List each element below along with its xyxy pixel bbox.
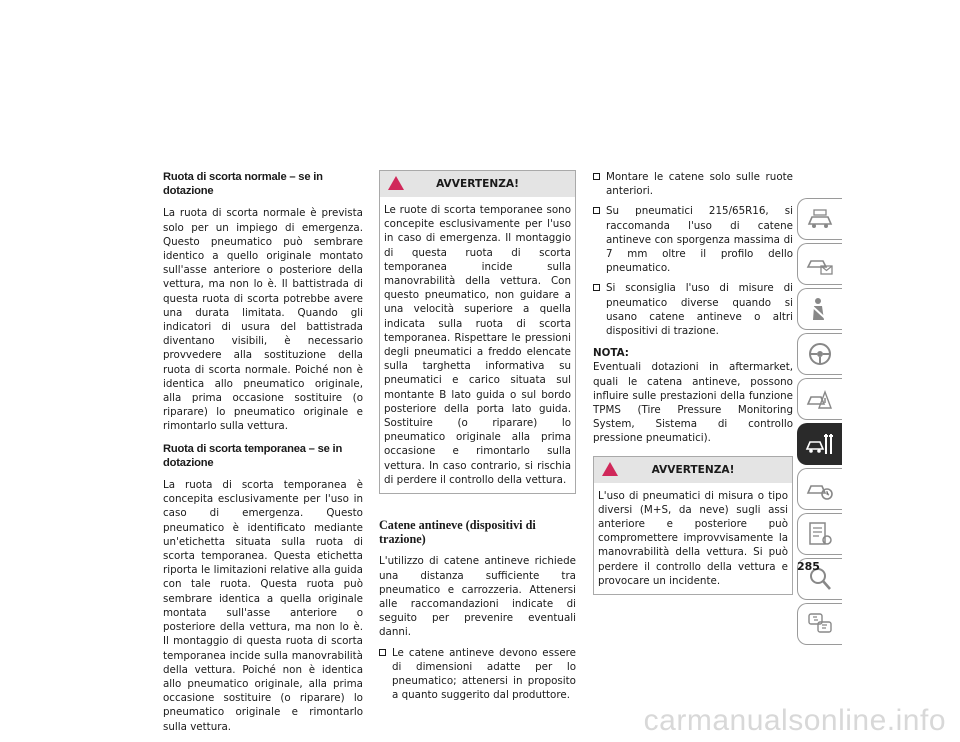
tab-safety[interactable]: [797, 288, 842, 330]
heading-snow-chains: Catene antineve (dispositivi di trazione): [379, 518, 536, 547]
steering-wheel-icon: [805, 339, 835, 369]
column-middle: [379, 170, 576, 709]
watermark: carmanualsonline.info: [643, 704, 946, 737]
paragraph-temporary-spare: La ruota di scorta temporanea è concepita esclusivamente per l'uso in caso di emergenza. Questo pneumatico è identificato mediante un'etichetta situata sulla ruota di scorta temporanea. Questa etichetta riporta le limitazioni relative alla guida con tale ruota. Questa ruota può sembrare identica a quella originale montata sull'asse anteriore o posteriore della vettura, ma non lo è. Il montaggio di questa ruota di scorta temporanea incide sulla manovrabilità della vettura. Poiché non è identica allo pneumatico originale, alla prima occasione sostituire (o riparare) lo pneumatico originale e rimontarlo sulla vettura.: [163, 479, 363, 733]
heading-temporary-spare: Ruota di scorta temporanea – se in dotazione: [163, 442, 343, 469]
warning-box-tires: [593, 456, 793, 595]
tab-specs[interactable]: [797, 513, 842, 555]
car-crash-icon: [805, 384, 835, 414]
warning-body: [594, 483, 792, 594]
chapter-tabs: [797, 198, 842, 648]
bullet-square-icon: [593, 207, 600, 214]
heading-normal-spare: Ruota di scorta normale – se in dotazione: [163, 171, 323, 198]
car-service-icon: [805, 474, 835, 504]
languages-icon: [805, 609, 835, 639]
tab-emergency[interactable]: [797, 378, 842, 420]
warning-header: [594, 457, 792, 483]
warning-triangle-icon: [388, 176, 404, 190]
warning-triangle-icon: [602, 462, 618, 476]
tab-service[interactable]: [797, 423, 842, 465]
note-label: NOTA:: [593, 347, 629, 360]
car-envelope-icon: [805, 249, 835, 279]
column-right: [593, 170, 793, 595]
list-item-text: Le catene antineve devono essere di dimensioni adatte per lo pneumatico; attenersi in proposito a quanto suggerito dal produttore.: [392, 646, 576, 702]
tab-mail[interactable]: [797, 243, 842, 285]
paragraph-normal-spare: La ruota di scorta normale è prevista solo per un impiego di emergenza. Questo pneumatico può sembrare identico a quello originale montato sull'asse anteriore o posteriore della vettura, ma non lo è. Il battistrada di questa ruota di scorta potrebbe avere una durata limitata. Quando gli indicatori di usura del battistrada diventano visibili, è necessario provvedere alla sostituzione della ruota di scorta normale. Poiché non è identica allo pneumatico originale, alla prima occasione sostituire (o riparare) lo pneumatico originale e rimontarlo sulla vettura.: [163, 207, 363, 433]
column-left: [163, 170, 363, 734]
list-item: [593, 281, 793, 338]
warning-text: Le ruote di scorta temporanee sono concepite esclusivamente per l'uso in caso di emergenza. Il montaggio di questa ruota di scorta temporanea incide sulla manovrabilità della vettura. Con questo pneumatico, non guidare a una velocità superiore a quella indicata sulla ruota di scorta temporanea. Rispettare le pressioni degli pneumatici a freddo elencate sulla targhetta informativa su pneumatici e carico situata sul montante B lato guida o sul bordo posteriore della porta lato guida. Sostituire (o riparare) lo pneumatico originale alla prima occasione e rimontarlo sulla vettura. In caso contrario, si rischia di perdere il controllo della vettura.: [384, 204, 571, 486]
warning-text: L'uso di pneumatici di misura o tipo diversi (M+S, da neve) sugli assi anteriore e posteriore può compromettere improvvisamente la manovrabilità della vettura. Si può perdere il controllo della vettura e provocare un incidente.: [598, 489, 788, 587]
warning-body: [380, 197, 575, 493]
tab-dashboard[interactable]: [797, 198, 842, 240]
warning-title: AVVERTENZA!: [651, 463, 735, 476]
list-item: [379, 646, 576, 703]
seatbelt-icon: [805, 294, 835, 324]
paragraph-snow-chains: L'utilizzo di catene antineve richiede una distanza sufficiente tra pneumatico e carrozzeria. Attenersi alle raccomandazioni indicate di seguito per prevenire eventuali danni.: [379, 555, 576, 639]
car-tools-icon: [805, 429, 835, 459]
tab-maintenance[interactable]: [797, 468, 842, 510]
list-item-text: Si sconsiglia l'uso di misure di pneumatico diverse quando si usano catene antineve o altri dispositivi di trazione.: [606, 282, 793, 338]
list-item-text: Su pneumatici 215/65R16, si raccomanda l'uso di catene antineve con sporgenza massima di 7 mm oltre il profilo dello pneumatico.: [606, 205, 793, 275]
list-item: [593, 170, 793, 198]
warning-header: [380, 171, 575, 197]
bullet-square-icon: [379, 649, 386, 656]
tab-driving[interactable]: [797, 333, 842, 375]
warning-box-spare: [379, 170, 576, 494]
car-dashboard-icon: [805, 204, 835, 234]
list-item: [593, 204, 793, 275]
list-settings-icon: [805, 519, 835, 549]
tab-languages[interactable]: [797, 603, 842, 645]
bullet-square-icon: [593, 173, 600, 180]
warning-title: AVVERTENZA!: [436, 178, 519, 190]
note-text: Eventuali dotazioni in aftermarket, quali le catena antineve, possono influire sulle prestazioni della funzione TPMS (Tire Pressure Monitoring System, Sistema di controllo pressione pneumatici).: [593, 361, 793, 445]
bullet-square-icon: [593, 284, 600, 291]
page-number: 285: [797, 560, 820, 573]
list-item-text: Montare le catene solo sulle ruote anteriori.: [606, 171, 793, 198]
